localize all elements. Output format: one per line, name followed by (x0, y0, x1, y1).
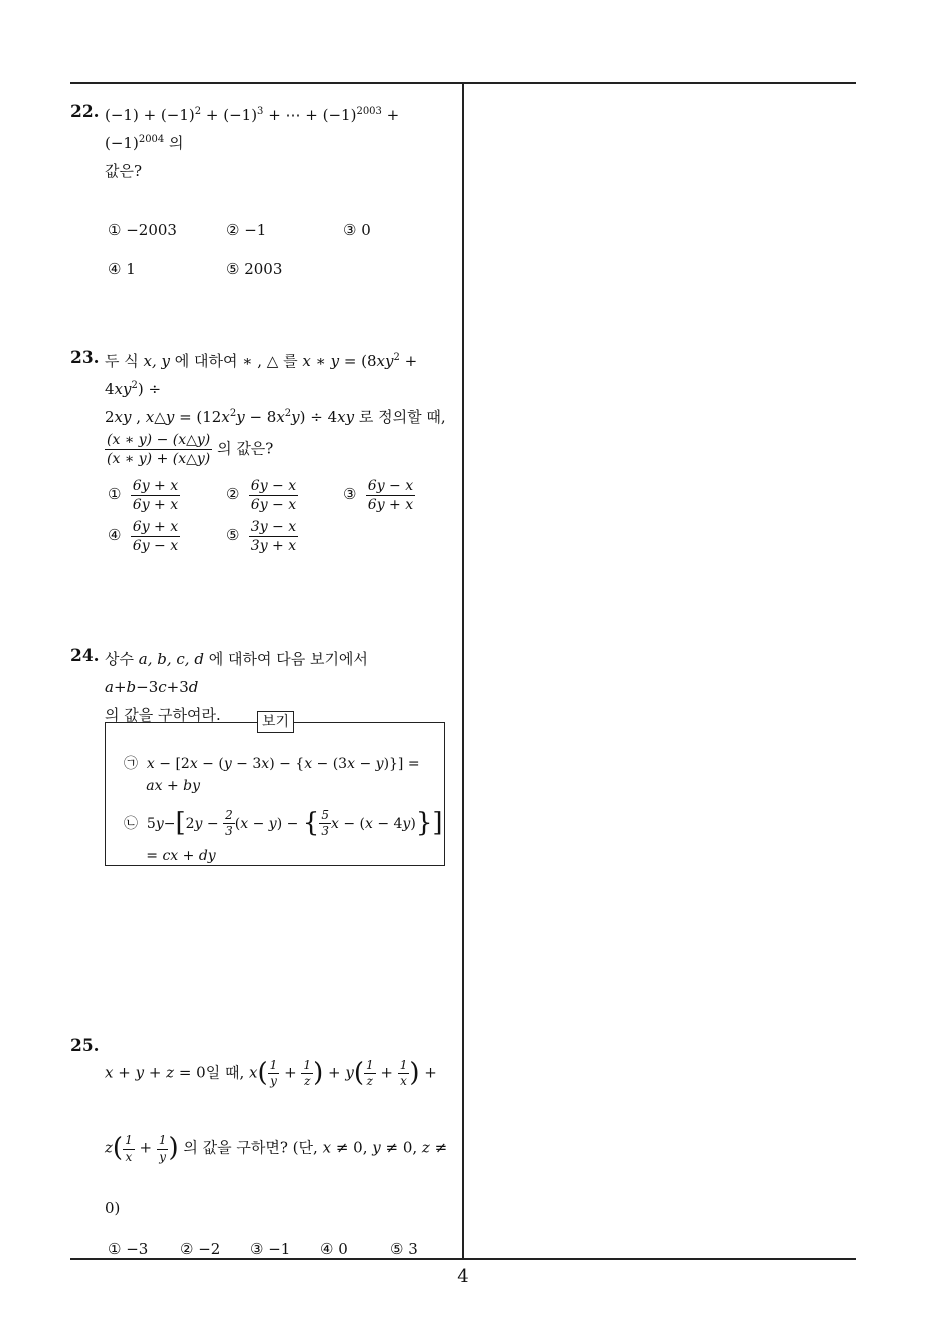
choice-4[interactable]: ④ 1 (108, 260, 136, 279)
problem-statement: $(-1) + (-1)^2 + (-1)^3$ + ⋯ + $(-1)^{2003} + (-1)^{2004}$ 의 값은? (105, 106, 400, 180)
page-number: 4 (457, 1266, 469, 1287)
expression-fraction: $\frac{(x ∗ y) - (x\triangle y)}{(x ∗ y) + (x\triangle y)}$ (107, 432, 211, 468)
choice-list (108, 477, 458, 567)
choice-1[interactable]: ① $\frac{6y + x}{6y + x}$ (108, 477, 179, 513)
text-segment: 에 대하여 ∗ , △ 를 (174, 352, 298, 370)
text-segment: 의 값은? (217, 439, 274, 458)
problem-number: 24. (70, 646, 100, 666)
choice-5[interactable]: ⑤ $\frac{3y - x}{3y + x}$ (226, 518, 297, 554)
text-segment: 두 식 (105, 352, 139, 370)
text-segment: 에 대하여 다음 보기에서 (208, 650, 368, 668)
choice-list (108, 221, 458, 321)
problem-23 (70, 348, 458, 567)
example-item-1: ㉠ x − [2x − (y − 3x) − {x − (3x − y)}] = ax + by (124, 756, 420, 795)
choice-4[interactable]: ④ $\frac{6y + x}{6y - x}$ (108, 518, 179, 554)
choice-2[interactable]: ② −1 (226, 221, 267, 240)
choice-3[interactable]: ③ 0 (343, 221, 371, 240)
problem-statement: 두 식 x, y 에 대하여 ∗ , △ 를 x ∗ $y = (8xy^2 + 4xy^2)$ ÷ 2xy , x△y = $(12x^2y - 8x^2y) \div 4xy$ 로 정의할 때, $\frac{(x ∗ y) - (x\triangle y)}{(x ∗ y) + (x\triangle y)}$ 의 값은? (105, 352, 446, 468)
text-segment: 의 값을 구하면? (단, (183, 1139, 318, 1158)
text-segment: 일 때, (205, 1063, 245, 1082)
problem-22 (70, 102, 458, 321)
choice-2[interactable]: ② −2 (180, 1240, 221, 1259)
problem-number: 23. (70, 348, 100, 368)
problem-statement: x + y + z = 0일 때, x( $\frac{1}{y}$ + $\frac{1}{z}$ ) + y( $\frac{1}{z}$ + $\frac{1}{x}$ ) + z( $\frac{1}{x}$ + $\frac{1}{y}$ ) 의 값을 구하면? (단, x ≠ 0, y ≠ 0, z ≠ 0) (105, 1057, 448, 1217)
problem-number: 22. (70, 102, 100, 122)
choice-2[interactable]: ② $\frac{6y - x}{6y - x}$ (226, 477, 297, 513)
choice-4[interactable]: ④ 0 (320, 1240, 348, 1259)
choice-5[interactable]: ⑤ 2003 (226, 260, 283, 279)
example-item-2: ㉡ 5y−[2y − $\frac{2}{3}$ (x − y) − { $\frac{5}{3}$ x − (x − 4y)}] = cx + dy (124, 807, 443, 864)
example-box-title: 보기 (257, 711, 294, 733)
choice-1[interactable]: ① −3 (108, 1240, 149, 1259)
text-segment: 로 정의할 때, (358, 407, 446, 426)
choice-list (108, 1240, 458, 1340)
choice-5[interactable]: ⑤ 3 (390, 1240, 418, 1259)
text-segment: 상수 (105, 650, 134, 668)
choice-1[interactable]: ① −2003 (108, 221, 177, 240)
choice-3[interactable]: ③ −1 (250, 1240, 291, 1259)
choice-3[interactable]: ③ $\frac{6y - x}{6y + x}$ (343, 477, 414, 513)
problem-25 (70, 1036, 458, 1340)
problem-number: 25. (70, 1036, 100, 1056)
column-divider (462, 82, 464, 1259)
text-segment: 의 값을 구하여라. (105, 705, 221, 724)
problem-statement: 상수 a, b, c, d 에 대하여 다음 보기에서 a+b−3c+3d 의 값을 구하여라. (105, 650, 368, 724)
